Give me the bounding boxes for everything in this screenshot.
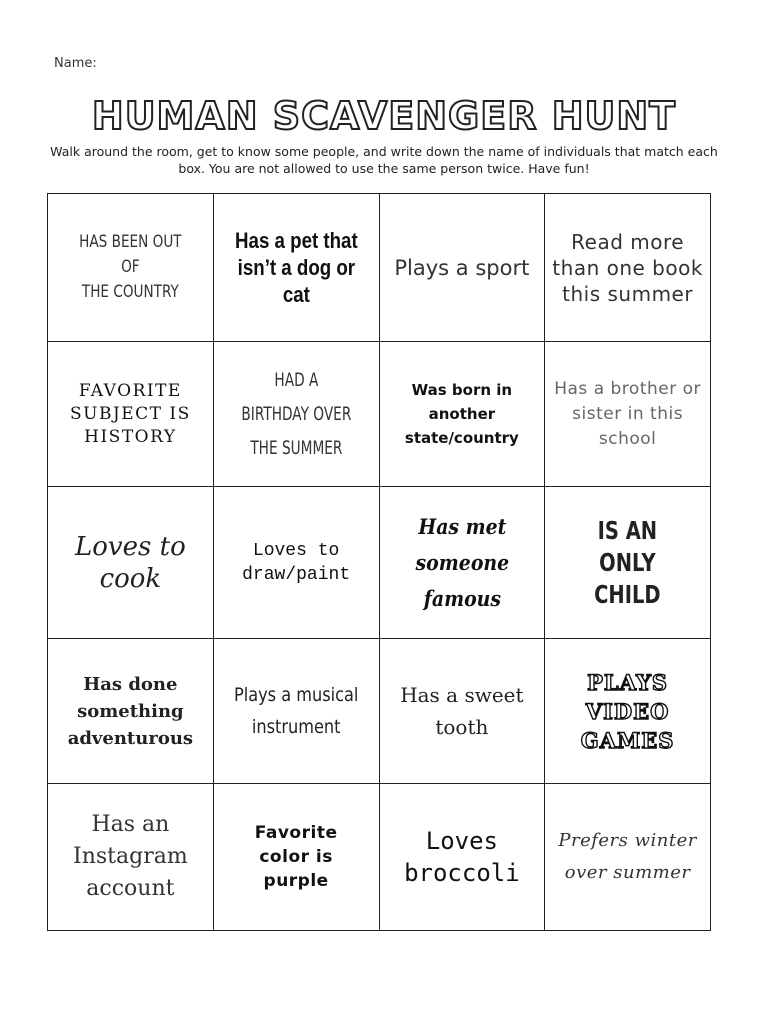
grid-cell-draw-paint (213, 487, 379, 639)
cell-text-line: HAS BEEN OUT OF (79, 232, 182, 277)
scavenger-hunt-grid (47, 193, 711, 931)
cell-text-line: THE COUNTRY (81, 282, 179, 302)
grid-cell-video-games (545, 639, 711, 784)
cell-text-line: draw/paint (242, 564, 351, 585)
cell-text-line: state/country (404, 429, 519, 447)
cell-text-line: PLAYS (587, 669, 669, 695)
name-label: Name: (54, 56, 97, 71)
cell-text-line: Plays a musical (233, 684, 359, 706)
cell-text-line: account (86, 876, 175, 901)
cell-text-line: Instagram (73, 844, 188, 869)
cell-text-line: school (598, 428, 657, 449)
grid-cell-sweet-tooth (379, 639, 545, 784)
grid-cell-only-child (545, 487, 711, 639)
cell-text-line: SUBJECT IS (69, 403, 191, 424)
page-title: HUMAN SCAVENGER HUNT (91, 94, 677, 138)
cell-text-line: broccoli (404, 859, 520, 887)
cell-text-line: something (77, 700, 184, 722)
cell-text-line: Has a sweet (400, 683, 524, 707)
cell-text-line: HAD A BIRTHDAY OVER (241, 369, 352, 425)
grid-row (48, 639, 711, 784)
grid-cell-out-of-country (48, 194, 214, 342)
cell-text-line: Has done (83, 673, 178, 695)
cell-text-line: Was born in (411, 381, 513, 399)
cell-text-line: color is (259, 847, 333, 867)
cell-text-line: this summer (562, 281, 694, 306)
cell-text-line: over summer (564, 862, 691, 883)
cell-text-line: Loves to cook (75, 531, 186, 594)
cell-text-line: THE SUMMER (250, 437, 343, 459)
cell-text-line: Loves (425, 827, 498, 855)
instructions-line-2: box. You are not allowed to use the same person twice. Have fun! (178, 161, 590, 176)
cell-text-line: Favorite (254, 823, 338, 843)
cell-text-line: Has a pet that (234, 228, 358, 253)
cell-text-line: purple (263, 871, 329, 891)
grid-cell-musical-instrument (213, 639, 379, 784)
grid-row (48, 784, 711, 931)
grid-cell-broccoli (379, 784, 545, 931)
cell-text-line: tooth (435, 715, 489, 739)
cell-text-line: sister in this (572, 403, 684, 424)
cell-text-line: Read more (571, 229, 685, 254)
cell-text-line: VIDEO (585, 698, 670, 724)
cell-text-line: CHILD (594, 579, 661, 609)
instructions-line-1: Walk around the room, get to know some people, and write down the name of individuals that match each (50, 144, 718, 159)
grid-cell-met-famous (379, 487, 545, 639)
grid-row (48, 194, 711, 342)
cell-text-line: IS AN ONLY (597, 515, 658, 577)
grid-cell-born-elsewhere (379, 342, 545, 487)
grid-cell-favorite-subject (48, 342, 214, 487)
grid-cell-favorite-color (213, 784, 379, 931)
cell-text-line: FAVORITE (78, 380, 182, 401)
cell-text-line: Prefers winter (558, 830, 697, 851)
cell-text-line: Loves to (252, 540, 340, 561)
grid-cell-birthday (213, 342, 379, 487)
cell-text-line: instrument (251, 716, 341, 738)
cell-text-line: someone famous (415, 549, 509, 611)
cell-text-line: HISTORY (84, 426, 177, 447)
cell-text-line: Plays a sport (394, 255, 530, 280)
cell-text-line: adventurous (67, 727, 194, 749)
cell-text-line: Has met (417, 513, 506, 539)
grid-cell-cook (48, 487, 214, 639)
cell-text-line: GAMES (580, 727, 675, 753)
grid-cell-read-books (545, 194, 711, 342)
grid-cell-adventurous (48, 639, 214, 784)
grid-cell-plays-sport (379, 194, 545, 342)
grid-cell-instagram (48, 784, 214, 931)
grid-row (48, 342, 711, 487)
cell-text-line: isn’t a dog or cat (237, 255, 355, 307)
cell-text-line: than one book (552, 255, 703, 280)
grid-cell-sibling (545, 342, 711, 487)
grid-row (48, 487, 711, 639)
cell-text-line: Has an (91, 812, 170, 837)
grid-cell-pet (213, 194, 379, 342)
grid-cell-winter (545, 784, 711, 931)
instructions (48, 143, 720, 177)
cell-text-line: another (428, 405, 496, 423)
cell-text-line: Has a brother or (554, 378, 702, 399)
